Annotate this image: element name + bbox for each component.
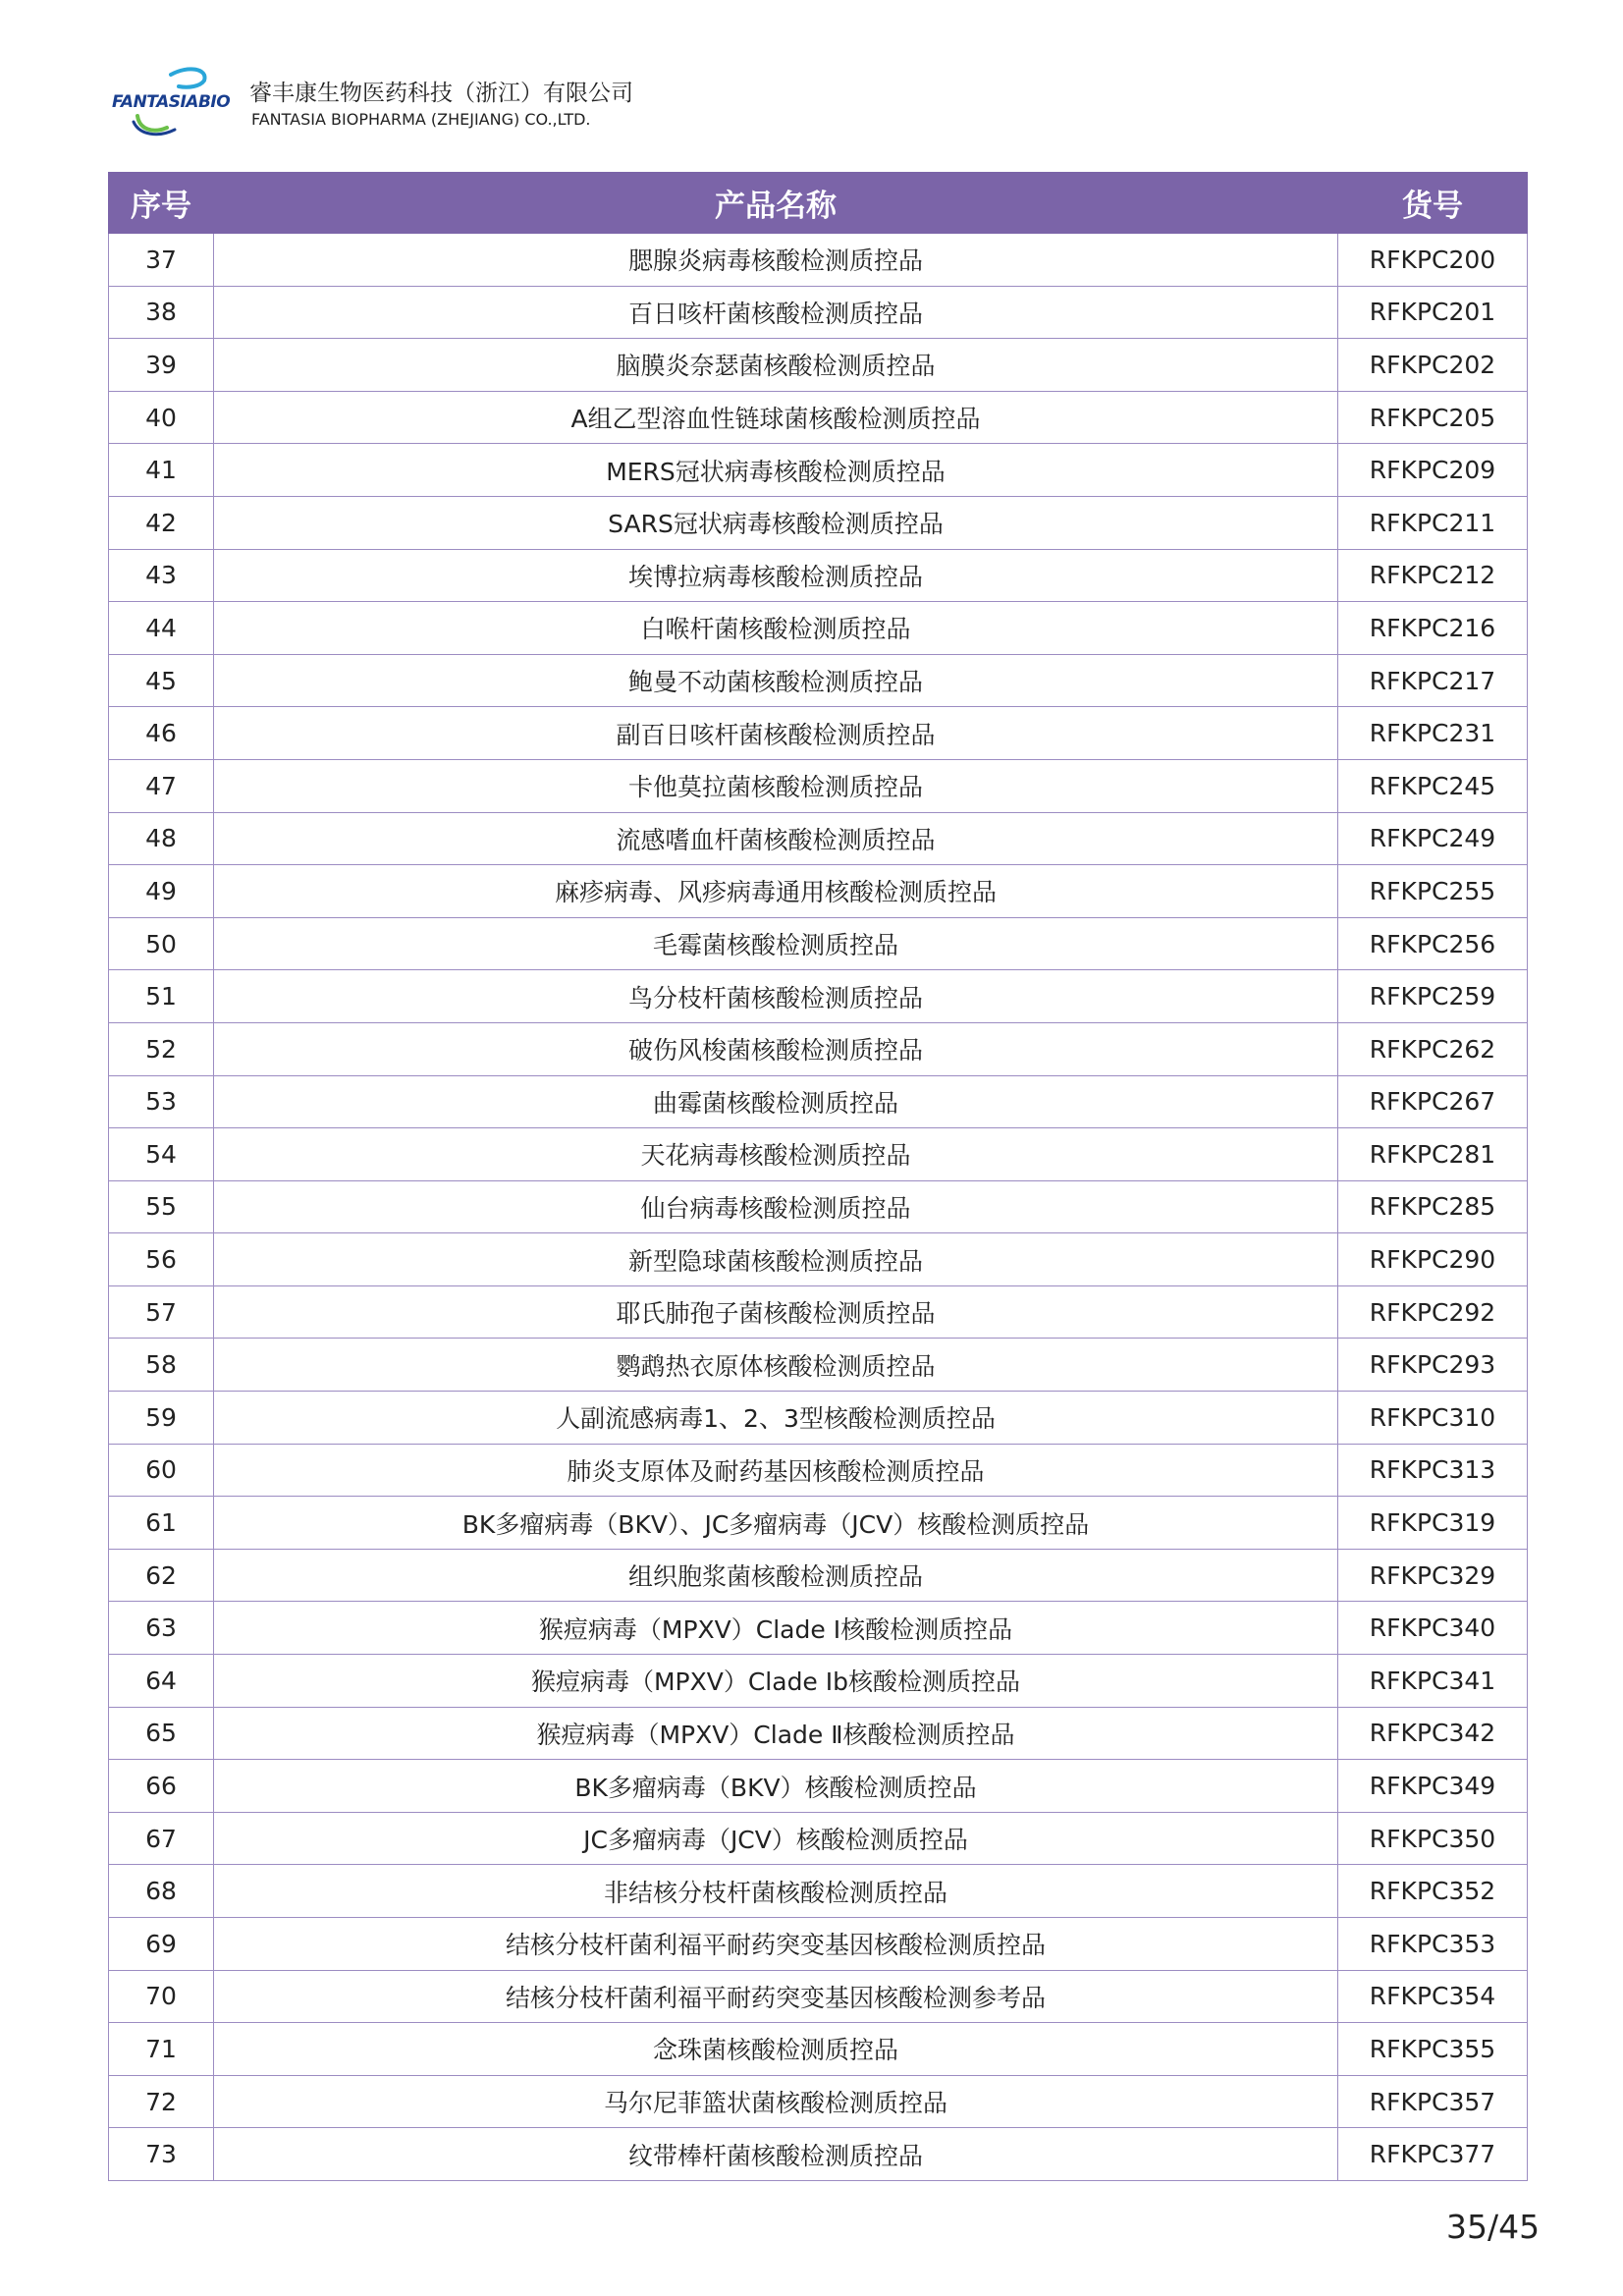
cell-product-name: 结核分枝杆菌利福平耐药突变基因核酸检测参考品: [214, 1970, 1338, 2023]
page-header: [110, 65, 699, 143]
cell-catalog-number: RFKPC285: [1338, 1180, 1528, 1233]
cell-index: 67: [109, 1812, 214, 1865]
cell-catalog-number: RFKPC212: [1338, 549, 1528, 602]
table-row: [109, 1707, 1528, 1760]
cell-catalog-number: RFKPC205: [1338, 391, 1528, 444]
table-row: [109, 759, 1528, 812]
cell-index: 73: [109, 2128, 214, 2181]
cell-product-name: BK多瘤病毒（BKV）核酸检测质控品: [214, 1760, 1338, 1813]
table-row: [109, 970, 1528, 1023]
cell-catalog-number: RFKPC211: [1338, 496, 1528, 549]
table-row: [109, 391, 1528, 444]
table-row: [109, 234, 1528, 287]
cell-index: 53: [109, 1075, 214, 1128]
cell-product-name: 耶氏肺孢子菌核酸检测质控品: [214, 1285, 1338, 1339]
cell-index: 57: [109, 1285, 214, 1339]
table-row: [109, 1970, 1528, 2023]
cell-index: 62: [109, 1549, 214, 1602]
cell-catalog-number: RFKPC202: [1338, 339, 1528, 392]
cell-index: 42: [109, 496, 214, 549]
cell-index: 38: [109, 286, 214, 339]
cell-index: 56: [109, 1233, 214, 1286]
cell-index: 66: [109, 1760, 214, 1813]
cell-product-name: 鲍曼不动菌核酸检测质控品: [214, 654, 1338, 707]
table-row: [109, 286, 1528, 339]
table-row: [109, 1497, 1528, 1550]
cell-product-name: MERS冠状病毒核酸检测质控品: [214, 444, 1338, 497]
cell-product-name: 天花病毒核酸检测质控品: [214, 1128, 1338, 1181]
cell-catalog-number: RFKPC319: [1338, 1497, 1528, 1550]
cell-product-name: 埃博拉病毒核酸检测质控品: [214, 549, 1338, 602]
table-row: [109, 1812, 1528, 1865]
cell-product-name: 毛霉菌核酸检测质控品: [214, 917, 1338, 970]
cell-index: 46: [109, 707, 214, 760]
cell-catalog-number: RFKPC217: [1338, 654, 1528, 707]
cell-catalog-number: RFKPC281: [1338, 1128, 1528, 1181]
table-row: [109, 1285, 1528, 1339]
cell-catalog-number: RFKPC231: [1338, 707, 1528, 760]
cell-product-name: 新型隐球菌核酸检测质控品: [214, 1233, 1338, 1286]
table-row: [109, 812, 1528, 865]
cell-catalog-number: RFKPC313: [1338, 1444, 1528, 1497]
table-row: [109, 1918, 1528, 1971]
table-row: [109, 602, 1528, 655]
cell-product-name: 仙台病毒核酸检测质控品: [214, 1180, 1338, 1233]
cell-index: 70: [109, 1970, 214, 2023]
page-number: 35/45: [1446, 2208, 1541, 2246]
table-row: [109, 1128, 1528, 1181]
table-row: [109, 549, 1528, 602]
cell-catalog-number: RFKPC216: [1338, 602, 1528, 655]
cell-catalog-number: RFKPC357: [1338, 2075, 1528, 2128]
cell-catalog-number: RFKPC350: [1338, 1812, 1528, 1865]
cell-catalog-number: RFKPC290: [1338, 1233, 1528, 1286]
cell-catalog-number: RFKPC354: [1338, 1970, 1528, 2023]
cell-product-name: 白喉杆菌核酸检测质控品: [214, 602, 1338, 655]
cell-product-name: 脑膜炎奈瑟菌核酸检测质控品: [214, 339, 1338, 392]
cell-product-name: 鸟分枝杆菌核酸检测质控品: [214, 970, 1338, 1023]
cell-index: 64: [109, 1655, 214, 1708]
table-row: [109, 1602, 1528, 1655]
table-row: [109, 339, 1528, 392]
header-product-name: 产品名称: [214, 173, 1338, 234]
header-index: 序号: [109, 173, 214, 234]
header-catalog-number: 货号: [1338, 173, 1528, 234]
logo-wordmark: FANTASIABIO: [112, 92, 231, 112]
table-row: [109, 707, 1528, 760]
cell-catalog-number: RFKPC310: [1338, 1392, 1528, 1445]
cell-catalog-number: RFKPC292: [1338, 1285, 1528, 1339]
cell-product-name: 猴痘病毒（MPXV）Clade Ⅰb核酸检测质控品: [214, 1655, 1338, 1708]
cell-product-name: 曲霉菌核酸检测质控品: [214, 1075, 1338, 1128]
cell-index: 61: [109, 1497, 214, 1550]
cell-catalog-number: RFKPC293: [1338, 1339, 1528, 1392]
table-row: [109, 2023, 1528, 2076]
product-table: [108, 172, 1528, 2181]
cell-catalog-number: RFKPC255: [1338, 865, 1528, 918]
cell-catalog-number: RFKPC342: [1338, 1707, 1528, 1760]
cell-catalog-number: RFKPC341: [1338, 1655, 1528, 1708]
cell-catalog-number: RFKPC209: [1338, 444, 1528, 497]
cell-catalog-number: RFKPC259: [1338, 970, 1528, 1023]
cell-index: 51: [109, 970, 214, 1023]
table-row: [109, 1760, 1528, 1813]
table-row: [109, 1180, 1528, 1233]
cell-product-name: 纹带棒杆菌核酸检测质控品: [214, 2128, 1338, 2181]
cell-product-name: BK多瘤病毒（BKV）、JC多瘤病毒（JCV）核酸检测质控品: [214, 1497, 1338, 1550]
table-row: [109, 444, 1528, 497]
cell-index: 72: [109, 2075, 214, 2128]
cell-index: 45: [109, 654, 214, 707]
cell-product-name: 结核分枝杆菌利福平耐药突变基因核酸检测质控品: [214, 1918, 1338, 1971]
table-header-row: [109, 173, 1528, 234]
cell-product-name: 猴痘病毒（MPXV）Clade Ⅱ核酸检测质控品: [214, 1707, 1338, 1760]
cell-product-name: 非结核分枝杆菌核酸检测质控品: [214, 1865, 1338, 1918]
table-row: [109, 1392, 1528, 1445]
table-row: [109, 2075, 1528, 2128]
table-row: [109, 496, 1528, 549]
cell-index: 69: [109, 1918, 214, 1971]
cell-catalog-number: RFKPC355: [1338, 2023, 1528, 2076]
cell-index: 63: [109, 1602, 214, 1655]
cell-index: 54: [109, 1128, 214, 1181]
cell-catalog-number: RFKPC267: [1338, 1075, 1528, 1128]
company-name-cn: 睿丰康生物医药科技（浙江）有限公司: [249, 81, 633, 106]
table-row: [109, 917, 1528, 970]
cell-catalog-number: RFKPC262: [1338, 1022, 1528, 1075]
cell-product-name: 破伤风梭菌核酸检测质控品: [214, 1022, 1338, 1075]
cell-catalog-number: RFKPC245: [1338, 759, 1528, 812]
cell-product-name: 百日咳杆菌核酸检测质控品: [214, 286, 1338, 339]
table-row: [109, 1549, 1528, 1602]
table-row: [109, 1655, 1528, 1708]
table-body: [109, 234, 1528, 2181]
table-row: [109, 1865, 1528, 1918]
table-row: [109, 1022, 1528, 1075]
table-row: [109, 2128, 1528, 2181]
cell-index: 71: [109, 2023, 214, 2076]
cell-catalog-number: RFKPC201: [1338, 286, 1528, 339]
company-name-en: FANTASIA BIOPHARMA (ZHEJIANG) CO.,LTD.: [251, 110, 591, 129]
cell-index: 49: [109, 865, 214, 918]
cell-index: 60: [109, 1444, 214, 1497]
cell-product-name: 猴痘病毒（MPXV）Clade Ⅰ核酸检测质控品: [214, 1602, 1338, 1655]
cell-product-name: 人副流感病毒1、2、3型核酸检测质控品: [214, 1392, 1338, 1445]
product-table-container: [108, 172, 1527, 2181]
cell-catalog-number: RFKPC349: [1338, 1760, 1528, 1813]
table-row: [109, 1233, 1528, 1286]
cell-catalog-number: RFKPC377: [1338, 2128, 1528, 2181]
table-row: [109, 1339, 1528, 1392]
cell-index: 41: [109, 444, 214, 497]
cell-index: 47: [109, 759, 214, 812]
cell-catalog-number: RFKPC200: [1338, 234, 1528, 287]
cell-index: 52: [109, 1022, 214, 1075]
cell-catalog-number: RFKPC352: [1338, 1865, 1528, 1918]
cell-product-name: 念珠菌核酸检测质控品: [214, 2023, 1338, 2076]
cell-product-name: 腮腺炎病毒核酸检测质控品: [214, 234, 1338, 287]
cell-index: 43: [109, 549, 214, 602]
cell-index: 37: [109, 234, 214, 287]
cell-index: 50: [109, 917, 214, 970]
cell-catalog-number: RFKPC329: [1338, 1549, 1528, 1602]
cell-index: 68: [109, 1865, 214, 1918]
cell-catalog-number: RFKPC256: [1338, 917, 1528, 970]
cell-index: 59: [109, 1392, 214, 1445]
cell-index: 40: [109, 391, 214, 444]
company-logo: [110, 65, 238, 143]
cell-product-name: 马尔尼菲篮状菌核酸检测质控品: [214, 2075, 1338, 2128]
cell-catalog-number: RFKPC249: [1338, 812, 1528, 865]
cell-product-name: SARS冠状病毒核酸检测质控品: [214, 496, 1338, 549]
cell-index: 44: [109, 602, 214, 655]
table-row: [109, 1075, 1528, 1128]
cell-product-name: 鹦鹉热衣原体核酸检测质控品: [214, 1339, 1338, 1392]
cell-product-name: JC多瘤病毒（JCV）核酸检测质控品: [214, 1812, 1338, 1865]
cell-product-name: 肺炎支原体及耐药基因核酸检测质控品: [214, 1444, 1338, 1497]
cell-index: 58: [109, 1339, 214, 1392]
cell-index: 39: [109, 339, 214, 392]
table-row: [109, 654, 1528, 707]
cell-product-name: 流感嗜血杆菌核酸检测质控品: [214, 812, 1338, 865]
cell-product-name: 组织胞浆菌核酸检测质控品: [214, 1549, 1338, 1602]
cell-product-name: 副百日咳杆菌核酸检测质控品: [214, 707, 1338, 760]
cell-index: 65: [109, 1707, 214, 1760]
table-row: [109, 1444, 1528, 1497]
cell-product-name: 麻疹病毒、风疹病毒通用核酸检测质控品: [214, 865, 1338, 918]
cell-catalog-number: RFKPC340: [1338, 1602, 1528, 1655]
cell-product-name: A组乙型溶血性链球菌核酸检测质控品: [214, 391, 1338, 444]
cell-catalog-number: RFKPC353: [1338, 1918, 1528, 1971]
table-row: [109, 865, 1528, 918]
cell-index: 55: [109, 1180, 214, 1233]
cell-index: 48: [109, 812, 214, 865]
cell-product-name: 卡他莫拉菌核酸检测质控品: [214, 759, 1338, 812]
